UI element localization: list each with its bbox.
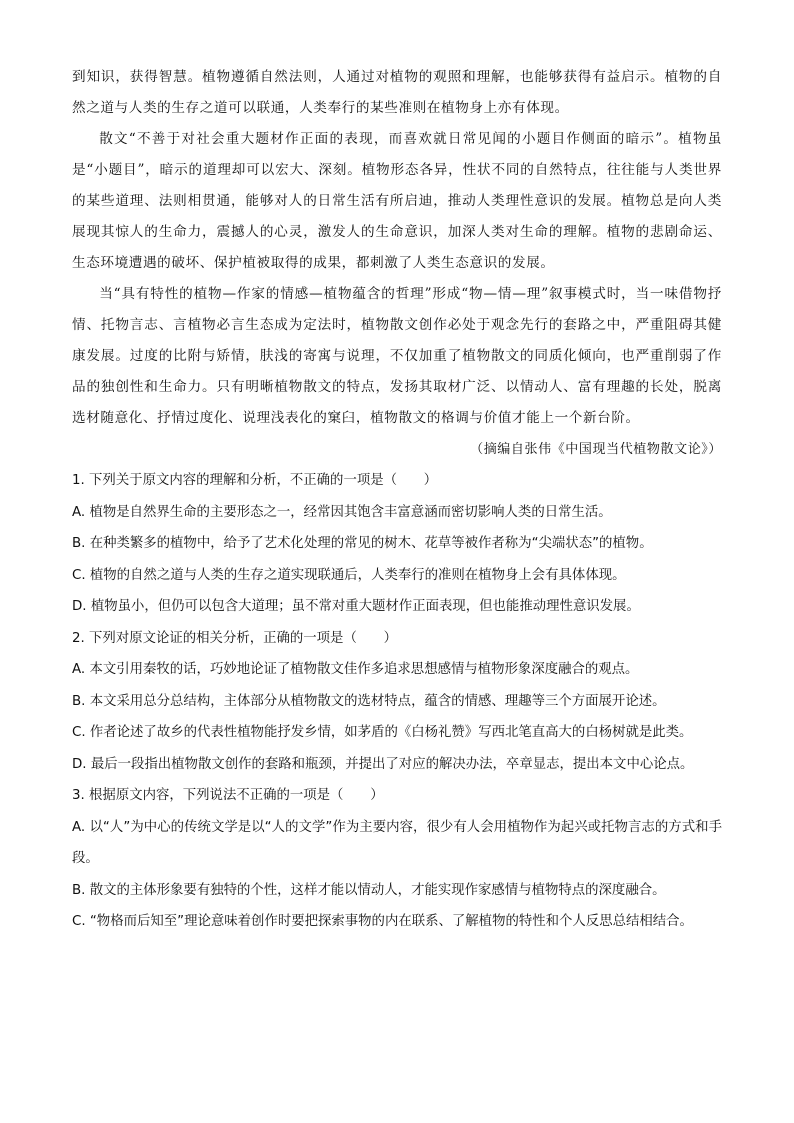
option-c: C. “物格而后知至”理论意味着创作时要把探索事物的内在联系、了解植物的特性和个人反思总结相结合。 — [72, 914, 693, 929]
passage-paragraph: 散文“不善于对社会重大题材作正面的表现，而喜欢就日常见闻的小题目作侧面的暗示”。植物虽是“小题目”，暗示的道理却可以宏大、深刻。植物形态各异，性状不同的自然特点，往往能与人类世界的某些道理、法则相贯通，能够对人的日常生活有所启迪，推动人类理性意识的发展。植物总是向人类展现其惊人的生命力，震撼人的心灵，激发人的生命意识，加深人类对生命的理解。植物的悲剧命运、生态环境遭遇的破坏、保护植被取得的成果，都刺激了人类生态意识的发展。 — [72, 131, 722, 271]
option-a: A. 以“人”为中心的传统文学是以“人的文学”作为主要内容，很少有人会用植物作为起兴或托物言志的方式和手段。 — [72, 819, 722, 866]
question-block — [72, 623, 722, 781]
question-block — [72, 780, 722, 938]
option-d: D. 最后一段指出植物散文创作的套路和瓶颈，并提出了对应的解决办法，卒章显志，提出本文中心论点。 — [72, 756, 694, 772]
question-list — [72, 465, 722, 938]
document-page — [72, 62, 722, 938]
question-stem: 3. 根据原文内容，下列说法不正确的一项是（ ） — [72, 788, 384, 803]
option-b: B. 散文的主体形象要有独特的个性，这样才能以情动人，才能实现作家感情与植物特点的深度融合。 — [72, 882, 666, 898]
option-a: A. 本文引用秦牧的话，巧妙地论证了植物散文佳作多追求思想感情与植物形象深度融合的观点。 — [72, 662, 639, 677]
passage-paragraph: 当“具有特性的植物—作家的情感—植物蕴含的哲理”形成“物—情—理”叙事模式时，当一味借物抒情、托物言志、言植物必言生态成为定法时，植物散文创作必处于观念先行的套路之中，严重阻碍其健康发展。过度的比附与矫情，肤浅的寄寓与说理，不仅加重了植物散文的同质化倾向，也严重削弱了作品的独创性和生命力。只有明晰植物散文的特点，发扬其取材广泛、以情动人、富有理趣的长处，脱离选材随意化、抒情过度化、说理浅表化的窠臼，植物散文的格调与价值才能上一个新台阶。 — [72, 286, 722, 426]
question-stem: 1. 下列关于原文内容的理解和分析，不正确的一项是（ ） — [72, 473, 438, 488]
question-stem: 2. 下列对原文论证的相关分析，正确的一项是（ ） — [72, 630, 398, 646]
option-b: B. 在种类繁多的植物中，给予了艺术化处理的常见的树木、花草等被作者称为“尖端状态”的植物。 — [72, 536, 653, 551]
option-c: C. 植物的自然之道与人类的生存之道实现联通后，人类奉行的准则在植物身上会有具体体现。 — [72, 567, 626, 583]
option-a: A. 植物是自然界生命的主要形态之一，经常因其饱含丰富意涵而密切影响人类的日常生活。 — [72, 504, 612, 520]
reading-passage — [72, 62, 722, 465]
option-d: D. 植物虽小，但仍可以包含大道理；虽不常对重大题材作正面表现，但也能推动理性意识发展。 — [72, 599, 640, 614]
option-c: C. 作者论述了故乡的代表性植物能抒发乡情，如茅盾的《白杨礼赞》写西北笔直高大的白杨树就是此类。 — [72, 725, 693, 740]
question-block — [72, 465, 722, 623]
option-b: B. 本文采用总分总结构，主体部分从植物散文的选材特点，蕴含的情感、理趣等三个方面展开论述。 — [72, 693, 666, 709]
passage-paragraph: 到知识，获得智慧。植物遵循自然法则，人通过对植物的观照和理解，也能够获得有益启示。植物的自然之道与人类的生存之道可以联通，人类奉行的某些准则在植物身上亦有体现。 — [72, 69, 722, 116]
passage-source: （摘编自张伟《中国现当代植物散文论》） — [470, 442, 722, 457]
